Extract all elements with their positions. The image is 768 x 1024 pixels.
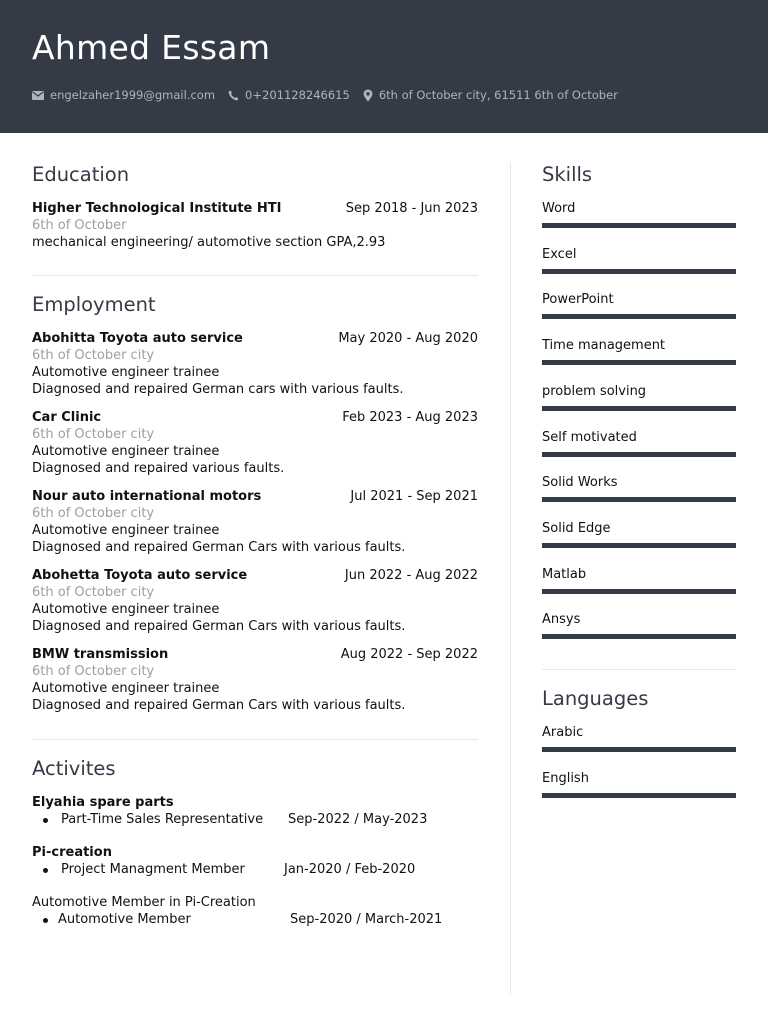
language-level-bar [542,793,736,798]
employment-heading: Employment [32,293,156,316]
employment-role: Automotive engineer trainee [32,681,220,696]
activity-dates: Sep-2022 / May-2023 [288,812,428,827]
activity-entry [32,844,478,878]
activity-organization: Elyahia spare parts [32,795,174,810]
skill-name: Solid Edge [542,520,611,536]
skills-heading: Skills [542,163,593,186]
employment-entry [32,409,478,477]
bullet-icon [43,918,48,923]
employment-entry [32,567,478,635]
employment-details: Diagnosed and repaired German cars with various faults. [32,382,404,397]
employment-entry [32,488,478,556]
employment-role: Automotive engineer trainee [32,523,220,538]
skill-level-bar [542,497,736,502]
phone-contact[interactable] [228,88,350,102]
skill-name: PowerPoint [542,292,614,308]
skill-name: problem solving [542,383,647,399]
email-text: engelzaher1999@gmail.com [50,88,216,102]
bullet-icon [43,818,48,823]
employment-entry [32,646,478,714]
activities-heading: Activites [32,757,116,780]
education-institution: Higher Technological Institute HTI [32,201,282,216]
employer-name: Abohetta Toyota auto service [32,568,248,583]
location-text: 6th of October city, 61511 6th of October [378,88,618,102]
map-pin-icon [363,89,373,102]
employment-details: Diagnosed and repaired various faults. [32,461,285,476]
employment-details: Diagnosed and repaired German Cars with various faults. [32,540,406,555]
employment-dates: Aug 2022 - Sep 2022 [340,647,478,662]
skill-item [542,611,736,628]
education-entry [32,200,478,251]
section-divider [32,739,478,740]
employment-location: 6th of October city [32,427,155,442]
skill-item [542,337,736,354]
employer-name: Car Clinic [32,410,102,425]
language-item [542,770,736,787]
employment-dates: May 2020 - Aug 2020 [338,331,478,346]
skill-item [542,200,736,217]
section-divider [32,275,478,276]
education-location: 6th of October [32,218,127,233]
skill-level-bar [542,589,736,594]
skill-name: Ansys [542,612,581,628]
activity-organization: Pi-creation [32,845,112,860]
employment-details: Diagnosed and repaired German Cars with various faults. [32,698,406,713]
employment-location: 6th of October city [32,585,155,600]
employment-role: Automotive engineer trainee [32,602,220,617]
skill-name: Time management [542,338,666,354]
skill-level-bar [542,452,736,457]
skill-name: Word [542,201,576,216]
skill-item [542,474,736,491]
employment-details: Diagnosed and repaired German Cars with various faults. [32,619,406,634]
employment-entry [32,330,478,398]
skill-name: Excel [542,246,577,262]
bullet-icon [43,868,48,873]
skill-level-bar [542,223,736,228]
skill-name: Matlab [542,566,587,582]
skill-item [542,383,736,400]
skill-name: Self motivated [542,429,637,445]
skill-name: Solid Works [542,475,618,491]
skill-level-bar [542,269,736,274]
activity-role: Automotive Member [58,912,191,927]
employment-dates: Jun 2022 - Aug 2022 [344,568,478,583]
phone-text: 0+201128246615 [245,88,350,102]
section-divider [542,669,736,670]
resume-header [0,0,768,133]
languages-heading: Languages [542,687,649,710]
employer-name: Abohitta Toyota auto service [32,331,243,346]
activity-organization: Automotive Member in Pi-Creation [32,895,256,910]
skill-level-bar [542,314,736,319]
language-name: Arabic [542,725,584,740]
skill-level-bar [542,360,736,365]
skill-level-bar [542,406,736,411]
phone-icon [228,90,239,101]
skill-item [542,429,736,446]
activity-role: Project Managment Member [61,862,245,877]
column-divider [510,162,511,994]
activity-entry [32,894,478,928]
candidate-name: Ahmed Essam [32,28,271,67]
employment-role: Automotive engineer trainee [32,444,220,459]
language-item [542,724,736,741]
education-dates: Sep 2018 - Jun 2023 [345,201,478,216]
employment-role: Automotive engineer trainee [32,365,220,380]
activity-role: Part-Time Sales Representative [61,812,264,827]
employer-name: BMW transmission [32,647,169,662]
language-level-bar [542,747,736,752]
employer-name: Nour auto international motors [32,489,262,504]
employment-dates: Jul 2021 - Sep 2021 [350,489,478,504]
employment-location: 6th of October city [32,348,155,363]
envelope-icon [32,91,44,100]
skill-item [542,520,736,537]
contact-info [32,86,631,104]
employment-location: 6th of October city [32,506,155,521]
education-heading: Education [32,163,130,186]
skill-item [542,566,736,583]
activity-dates: Sep-2020 / March-2021 [290,912,443,927]
skill-level-bar [542,634,736,639]
education-details: mechanical engineering/ automotive section GPA,2.93 [32,235,386,250]
employment-dates: Feb 2023 - Aug 2023 [342,410,478,425]
skill-item [542,291,736,308]
skill-level-bar [542,543,736,548]
employment-location: 6th of October city [32,664,155,679]
email-contact[interactable] [32,88,215,102]
activity-entry [32,794,478,828]
skill-item [542,246,736,263]
language-name: English [542,770,589,786]
location-contact [363,88,618,102]
activity-dates: Jan-2020 / Feb-2020 [284,862,416,877]
